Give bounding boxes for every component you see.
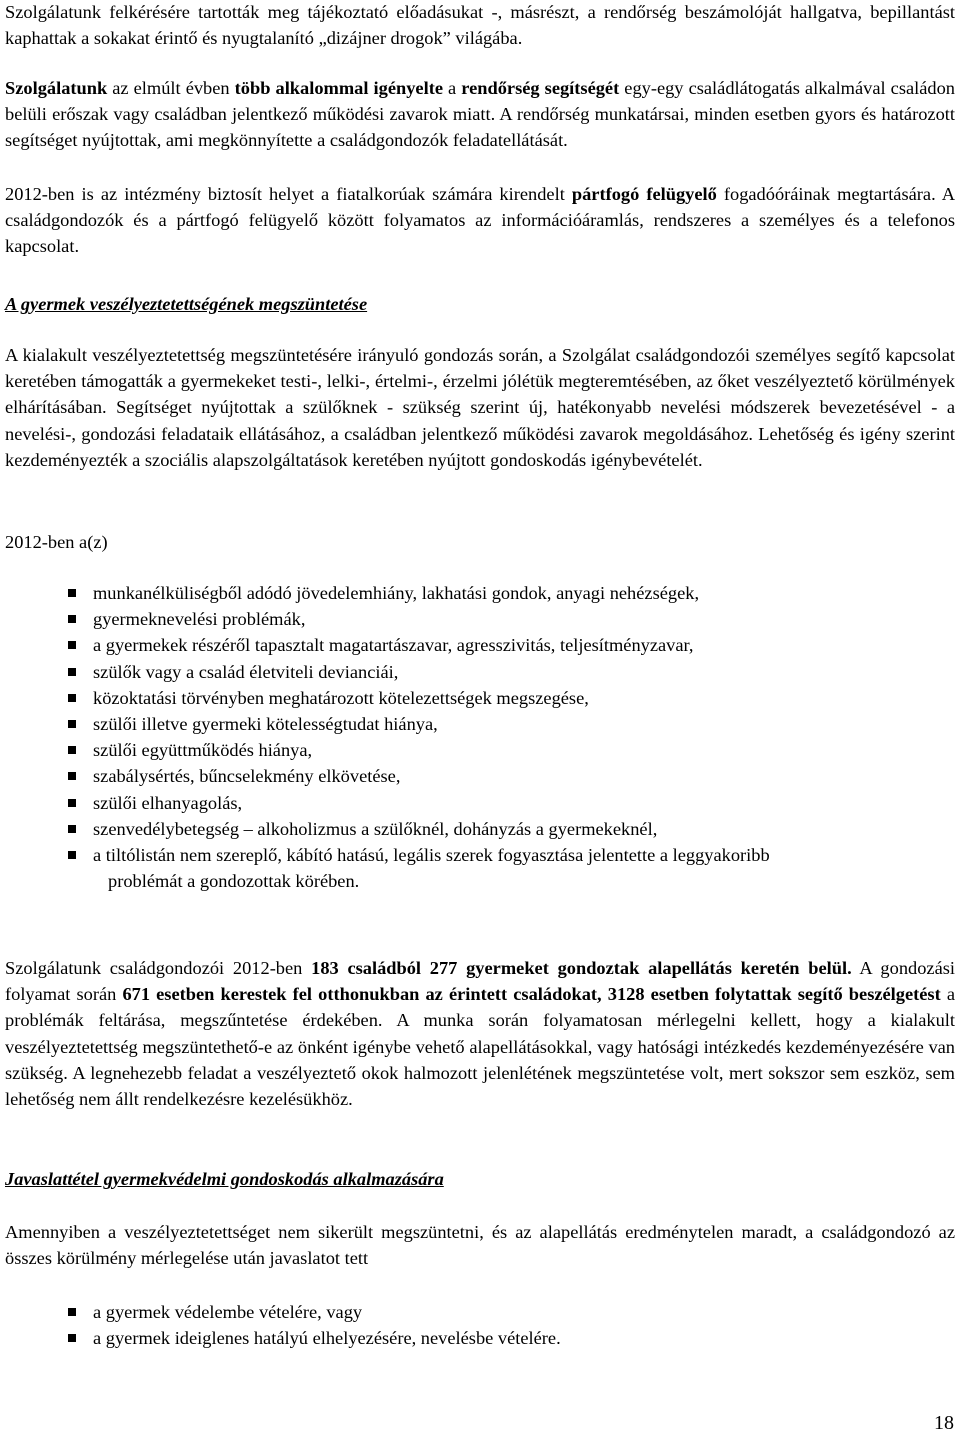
- list-item-text: szülői elhanyagolás,: [93, 792, 243, 813]
- list-item-text: szülők vagy a család életviteli devianciái,: [93, 661, 399, 682]
- text: 2012-ben is az intézmény biztosít helyet a fiatalkorúak számára kirendelt: [5, 184, 572, 204]
- list-item: [5, 659, 955, 685]
- list-item: [5, 737, 955, 763]
- square-bullet-icon: [68, 1308, 76, 1316]
- paragraph-statistics: [5, 955, 955, 1112]
- text: A gondozási folyamat során: [5, 958, 955, 1005]
- square-bullet-icon: [68, 799, 76, 807]
- text-bold: több alkalommal igényelte: [234, 78, 443, 98]
- list-item: [5, 1325, 955, 1351]
- list-item-text: közoktatási törvényben meghatározott kötelezettségek megszegése,: [93, 687, 589, 708]
- list-item: [5, 606, 955, 632]
- section-heading-endangerment: A gyermek veszélyeztetettségének megszüntetése: [5, 294, 368, 314]
- text-bold: 671 esetben kerestek fel otthonukban az érintett családokat, 3128 esetben folytattak segítő beszélgetést: [122, 984, 941, 1005]
- text: az elmúlt évben: [107, 78, 235, 98]
- paragraph-proposal: Amennyiben a veszélyeztetettséget nem sikerült megszüntetni, és az alapellátás eredménytelen maradt, a családgondozó az összes körülmény mérlegelése után javaslatot tett: [5, 1222, 955, 1269]
- text: fogadóóráinak megtartására. A családgondozók és a pártfogó felügyelő között folyamatos az információáramlás, rendszeres a személyes és a telefonos kapcsolat.: [5, 184, 955, 257]
- square-bullet-icon: [68, 641, 76, 649]
- square-bullet-icon: [68, 720, 76, 728]
- paragraph-probation: [5, 181, 955, 260]
- list-item: [5, 711, 955, 737]
- text: Szolgálatunk családgondozói 2012-ben: [5, 958, 312, 978]
- square-bullet-icon: [68, 825, 76, 833]
- square-bullet-icon: [68, 589, 76, 597]
- list-item-text: a gyermek ideiglenes hatályú elhelyezésére, nevelésbe vételére.: [93, 1328, 561, 1349]
- list-item-text: a gyermekek részéről tapasztalt magatartászavar, agresszivitás, teljesítményzavar,: [93, 635, 694, 656]
- list-item: [5, 763, 955, 789]
- problem-list: [5, 580, 955, 894]
- list-item-text: szenvedélybetegség – alkoholizmus a szülőknél, dohányzás a gyermekeknél,: [93, 818, 658, 839]
- square-bullet-icon: [68, 1334, 76, 1342]
- paragraph-police: [5, 75, 955, 154]
- list-item-text: szülői illetve gyermeki kötelességtudat hiánya,: [93, 714, 438, 735]
- text: a problémák feltárása, megszűntetése érdekében. A munka során folyamatosan mérlegelni kellett, hogy a kialakult veszélyeztetettség megszüntethető-e az önként igénybe vehető alapellátásokkal, vagy hatósági intézkedés kezdeményezésére van szükség. A legnehezebb feladat a veszélyeztető okok halmozott jelenlétének megszüntetése volt, mert sokszor sem eszköz, sem lehetőség nem állt rendelkezésre kezelésükhöz.: [5, 984, 955, 1110]
- paragraph-year-intro: 2012-ben a(z): [5, 532, 108, 552]
- list-item-continuation: problémát a gondozottak körében.: [108, 871, 360, 892]
- text: egy-egy családlátogatás alkalmával családon belüli erőszak vagy családban jelentkező működési zavarok miatt. A rendőrség munkatársai, minden esetben gyors és határozott segítséget nyújtottak, ami megkönnyítette a családgondozók feladatellátását.: [5, 78, 956, 151]
- list-item: [5, 632, 955, 658]
- list-item: [5, 580, 955, 606]
- list-item-text: szülői együttműködés hiánya,: [93, 740, 313, 761]
- text-bold: 183 családból 277 gyermeket gondoztak alapellátás keretén belül.: [311, 958, 852, 978]
- square-bullet-icon: [68, 615, 76, 623]
- list-item: [5, 1299, 955, 1325]
- square-bullet-icon: [68, 772, 76, 780]
- square-bullet-icon: [68, 851, 76, 859]
- text-bold: rendőrség segítségét: [461, 78, 620, 98]
- square-bullet-icon: [68, 694, 76, 702]
- square-bullet-icon: [68, 668, 76, 676]
- page-number: 18: [934, 1412, 954, 1434]
- list-item-text: munkanélküliségből adódó jövedelemhiány, lakhatási gondok, anyagi nehézségek,: [93, 583, 700, 603]
- list-item-text: a tiltólistán nem szereplő, kábító hatású, legális szerek fogyasztása jelentette a leggyakoribb: [93, 845, 770, 866]
- list-item: [5, 790, 955, 816]
- square-bullet-icon: [68, 746, 76, 754]
- list-item: [5, 685, 955, 711]
- paragraph-care: A kialakult veszélyeztetettség megszüntetésére irányuló gondozás során, a Szolgálat családgondozói személyes segítő kapcsolat keretében támogatták a gyermekeket testi-, lelki-, értelmi-, érzelmi jólétük megteremtésében, az őket veszélyeztető körülmények elhárításában. Segítséget nyújtottak a szülőknek - szükség szerint új, hatékonyabb nevelési módszerek bevezetésével - a nevelési-, gondozási feladataik ellátásához, a családban jelentkező működési zavarok megoldásához. Lehetőség és igény szerint kezdeményezték a szociális alapszolgáltatások keretében nyújtott gondoskodás igénybevételét.: [5, 345, 955, 470]
- list-item: [5, 842, 955, 894]
- list-item: [5, 816, 955, 842]
- text-bold: pártfogó felügyelő: [571, 184, 717, 204]
- text-bold: Szolgálatunk: [5, 78, 108, 98]
- section-heading-proposal: Javaslattétel gyermekvédelmi gondoskodás alkalmazására: [5, 1169, 444, 1189]
- proposal-list: [5, 1299, 955, 1351]
- paragraph-drugs: Szolgálatunk felkérésére tartották meg tájékoztató előadásukat -, másrészt, a rendőrség beszámolóját hallgatva, bepillantást kaphattak a sokakat érintő és nyugtalanító „dizájner drogok” világába.: [5, 2, 955, 49]
- list-item-text: gyermeknevelési problémák,: [93, 609, 306, 630]
- list-item-text: szabálysértés, bűncselekmény elkövetése,: [93, 766, 401, 787]
- list-item-text: a gyermek védelembe vételére, vagy: [93, 1302, 363, 1322]
- text: a: [443, 78, 462, 98]
